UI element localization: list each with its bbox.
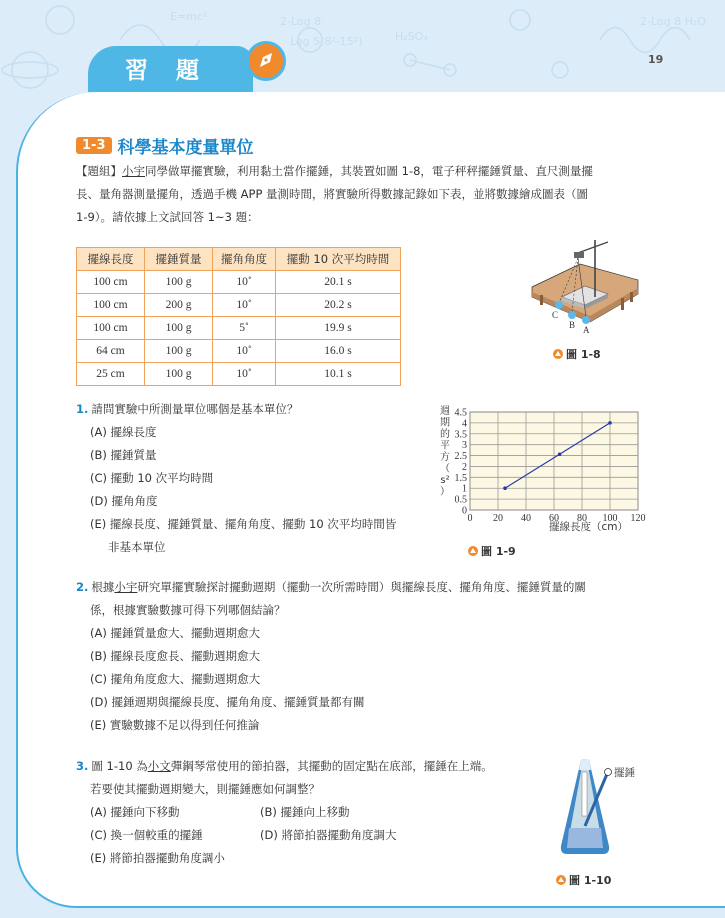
table-cell: 100 g [145,317,213,340]
chart-x-tick-label: 80 [577,513,587,524]
svg-text:Log 5(8²-15²): Log 5(8²-15²) [290,35,363,48]
chart-x-label: 擺線長度（cm） [548,521,628,533]
table-leg [540,295,543,305]
option-e[interactable]: (E) 實驗數據不足以得到任何推論 [90,718,260,732]
intro-prefix: 【題組】 [76,164,122,178]
table-header: 擺錘質量 [145,248,213,271]
chart-x-tick-label: 20 [493,513,503,524]
section-title: 科學基本度量單位 [117,138,254,158]
question-stem-2: 若要使其擺動週期變大，則擺錘應如何調整？ [90,782,320,796]
caption-text: 圖 1-8 [566,348,601,361]
weight-label: 擺錘 [614,767,635,779]
table-row [77,317,401,340]
svg-text:2-Log 8 H₂O: 2-Log 8 H₂O [640,15,706,28]
period-squared-chart [432,400,652,540]
question-1 [76,398,396,559]
chart-y-tick-label: 2 [462,461,467,473]
chart-y-label-char: 週 [440,406,450,417]
table-cell: 100 g [145,340,213,363]
label-b: B [569,320,576,330]
question-stem-post: 彈鋼琴常使用的節拍器，其擺動的固定點在底部，擺錘在上端。 [170,759,493,773]
label-a: A [583,325,590,335]
table-cell: 10˚ [213,294,276,317]
clamp [574,252,584,258]
chart-y-ticks [455,408,468,517]
table-cell: 100 g [145,363,213,386]
option-b[interactable]: (B) 擺錘向上移動 [260,805,350,819]
pendulum-apparatus-figure [520,232,650,337]
table-cell: 5˚ [213,317,276,340]
option-b[interactable]: (B) 擺錘質量 [90,448,157,462]
table-cell: 16.0 s [276,340,401,363]
chart-y-label-char: 方 [440,452,450,463]
chart-grid [470,412,638,510]
chart-x-tick-label: 120 [630,513,646,524]
chart-y-label-char: s² [440,475,450,486]
chart-y-tick-label: 3 [462,440,467,452]
bob-a [582,316,590,324]
table-cell: 64 cm [77,340,145,363]
table-cell: 10˚ [213,363,276,386]
question-stem-post: 研究單擺實驗探討擺動週期（擺動一次所需時間）與擺線長度、擺角角度、擺錘質量的關 [137,580,586,594]
caption-triangle-icon [556,875,566,885]
question-number: 1. [76,402,89,416]
question-stem-pre: 圖 1-10 為 [91,759,148,773]
question-3 [76,755,493,870]
intro-text-2: 長、量角器測量擺角，透過手機 APP 量測時間，將實驗所得數據記錄如下表，並將數據繪成圖表（圖 [76,187,589,201]
chart-y-label-char: 的 [440,429,450,440]
chart-y-tick-label: 3.5 [454,429,467,441]
person-name: 小文 [147,759,171,773]
question-stem-pre: 根據 [91,580,115,594]
table-cell: 100 cm [77,271,145,294]
tempo-scale [582,772,587,816]
table-cell: 100 cm [77,317,145,340]
chart-y-label-char: 平 [440,440,450,452]
chart-data-point [503,486,507,490]
table-cell: 10˚ [213,271,276,294]
table-header-row [77,248,401,271]
metronome-base [567,828,603,848]
table-header: 擺線長度 [77,248,145,271]
bob-c [555,301,563,309]
option-c[interactable]: (C) 擺動 10 次平均時間 [90,471,214,485]
table-cell: 20.2 s [276,294,401,317]
chart-data-point [558,452,562,456]
table-cell: 10˚ [213,340,276,363]
person-name: 小宇 [122,164,145,178]
table-leg [630,292,633,302]
figure-1-9-caption [468,543,516,559]
chart-x-tick-label: 40 [521,513,531,524]
caption-triangle-icon [468,546,478,556]
option-d[interactable]: (D) 將節拍器擺動角度調大 [260,828,397,842]
svg-text:2-Log 8: 2-Log 8 [280,15,322,28]
pendulum-weight [605,769,612,776]
table-leg [621,298,624,310]
chart-y-tick-label: 2.5 [454,451,467,463]
intro-text-1: 同學做單擺實驗，利用黏土當作擺錘，其裝置如圖 1-8，電子秤秤擺錘質量、直尺測量擺 [145,164,593,178]
page-number: 19 [648,53,664,66]
table-row [77,363,401,386]
chart-x-tick-label: 0 [467,513,473,524]
chart-y-tick-label: 0 [462,505,467,517]
pen-nib-icon [246,41,286,81]
person-name: 小宇 [114,580,138,594]
caption-text: 圖 1-9 [481,545,516,558]
table-header: 擺角角度 [213,248,276,271]
table-cell: 100 g [145,271,213,294]
section-badge: 1-3 [76,137,112,154]
svg-text:H₂SO₄: H₂SO₄ [395,30,428,43]
banner-title: 習 題 [125,58,210,84]
chart-y-tick-label: 1.5 [454,472,467,484]
option-c[interactable]: (C) 擺角角度愈大、擺動週期愈大 [90,672,261,686]
figure-1-8-caption [553,346,601,362]
option-a[interactable]: (A) 擺線長度 [90,425,157,439]
question-number: 3. [76,759,89,773]
question-stem: 請問實驗中所測量單位哪個是基本單位？ [91,402,299,416]
table-cell: 25 cm [77,363,145,386]
table-cell: 19.9 s [276,317,401,340]
chart-y-label-char: （ [440,463,450,475]
question-stem-2: 係，根據實驗數據可得下列哪個結論？ [90,603,286,617]
metronome-top [579,759,591,770]
chart-y-label [440,405,450,498]
table-cell: 100 cm [77,294,145,317]
table-row [77,294,401,317]
intro-text-3: 1-9）。請依據上文試回答 1~3 題： [76,210,259,224]
label-c: C [552,310,559,320]
option-b[interactable]: (B) 擺線長度愈長、擺動週期愈大 [90,649,261,663]
figure-1-10-caption [556,872,611,888]
chart-data-point [608,421,612,425]
option-e-continued: 非基本單位 [108,540,166,554]
chart-y-tick-label: 4.5 [454,407,467,419]
option-a[interactable]: (A) 擺錘質量愈大、擺動週期愈大 [90,626,260,640]
chart-y-tick-label: 1 [462,483,467,495]
experiment-table [76,247,401,386]
question-2 [76,576,586,737]
question-number: 2. [76,580,89,594]
table-cell: 20.1 s [276,271,401,294]
metronome-figure [555,758,665,858]
chart-x-tick-label: 100 [602,513,618,524]
caption-triangle-icon [553,349,563,359]
table-row [77,340,401,363]
section-heading [76,133,254,158]
option-d[interactable]: (D) 擺錘週期與擺線長度、擺角角度、擺錘質量都有關 [90,695,365,709]
option-c[interactable]: (C) 換一個較重的擺錘 [90,828,203,842]
table-header: 擺動 10 次平均時間 [276,248,401,271]
chart-x-tick-label: 60 [549,513,559,524]
option-e[interactable]: (E) 擺線長度、擺錘質量、擺角角度、擺動 10 次平均時間皆 [90,517,397,531]
option-d[interactable]: (D) 擺角角度 [90,494,158,508]
chart-y-label-char: ） [440,486,450,498]
svg-text:E=mc²: E=mc² [170,10,208,23]
chart-y-tick-label: 0.5 [454,494,467,506]
chart-y-label-char: 期 [440,417,450,429]
option-a[interactable]: (A) 擺錘向下移動 [90,805,180,819]
intro-paragraph [76,160,666,229]
table-row [77,271,401,294]
caption-text: 圖 1-10 [569,874,612,887]
table-cell: 10.1 s [276,363,401,386]
chart-y-tick-label: 4 [462,418,467,430]
option-e[interactable]: (E) 將節拍器擺動角度調小 [90,851,225,865]
bob-b [568,311,576,319]
table-cell: 200 g [145,294,213,317]
